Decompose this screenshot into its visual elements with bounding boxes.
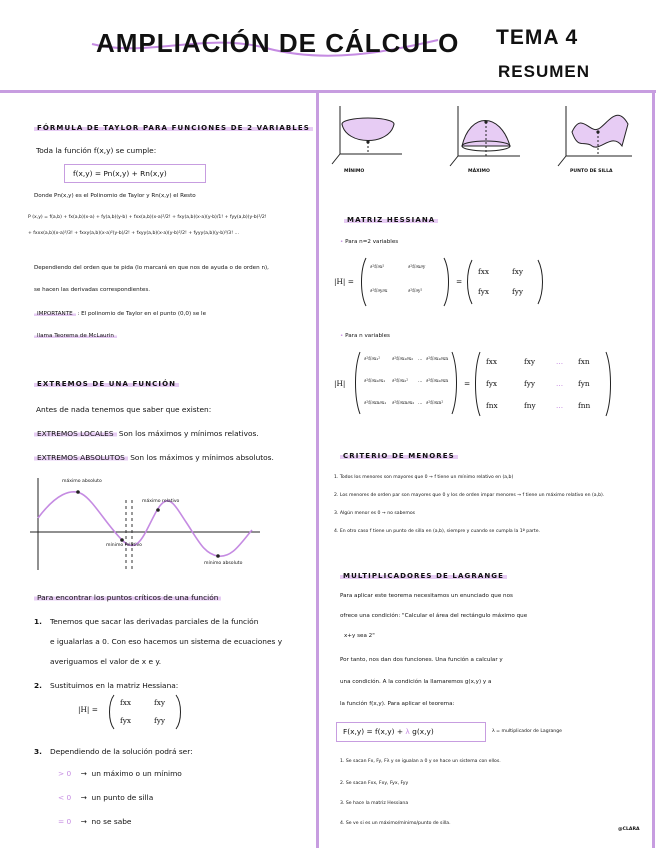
hessiana-2-partials: ∂²f/∂x² ∂²f/∂x∂y ∂²f/∂y∂x ∂²f/∂y² (360, 256, 450, 308)
hess-fxx: fxx (120, 698, 132, 707)
lagrange-step-3: 3. Se hace la matriz Hessiana (340, 801, 409, 806)
extrema-graph (26, 474, 266, 574)
hessiana-n-equals: = (464, 379, 471, 388)
label-max-rel: máximo relativo (142, 499, 180, 504)
menores-heading: CRITERIO DE MENORES (340, 452, 458, 460)
lagrange-p2: ofrece una condición: "Calcular el área del rectángulo máximo que (340, 613, 528, 619)
step1-line2: e igualarlas a 0. Con eso hacemos un sistema de ecuaciones y (50, 637, 283, 646)
taylor-intro: Toda la función f(x,y) se cumple: (36, 146, 157, 155)
step3-number: 3. (34, 747, 42, 756)
lagrange-formula-box (336, 722, 486, 742)
diagram-minimo-label: MÍNIMO (344, 169, 365, 174)
step1-line3: averiguamos el valor de x e y. (50, 657, 162, 666)
step3-text: Dependiendo de la solución podrá ser: (50, 747, 193, 756)
hess-fyx: fyx (120, 716, 132, 725)
diagram-maximo-label: MÁXIMO (468, 169, 490, 174)
lagrange-step-1: 1. Se sacan Fx, Fy, Fλ y se igualan a 0 y se hace un sistema con ellos. (340, 759, 501, 764)
lagrange-lambda-note: λ = multiplicador de Lagrange (492, 729, 562, 734)
lagrange-p4: Por tanto, nos dan dos funciones. Una función a calcular y (340, 657, 503, 663)
taylor-expansion-2: + fxxx(a,b)(x-a)³/3! + fxxy(a,b)(x-a)²(y-b)/2! + fxyy(a,b)(x-a)(y-b)²/2! + fyyy(a,b)(y-b)³/3! ... (28, 231, 239, 236)
case-row: < 0 → un punto de silla (58, 793, 154, 802)
diagram-silla-label: PUNTO DE SILLA (570, 169, 613, 174)
hessiana-n-matrix: fxx fxy ... fxn fyx fyy ... fyn fnx fny ... fnn (474, 350, 612, 418)
hessian-2x2-label: |H| = (78, 705, 98, 714)
label-min-abs: mínimo absoluto (204, 561, 243, 566)
max-abs-point (76, 490, 80, 494)
case-row: = 0 → no se sabe (58, 817, 132, 826)
lagrange-p3: x+y sea 2" (344, 633, 375, 639)
hessiana-2-equals: = (456, 277, 463, 286)
min-rel-point (120, 538, 124, 542)
lagrange-step-2: 2. Se sacan Fxx, Fxy, Fyx, Fyy (340, 781, 409, 786)
taylor-note-1: Dependiendo del orden que te pida (lo marcará en que nos de ayuda o de orden n), (34, 265, 269, 271)
puntos-heading: Para encontrar los puntos críticos de una función (34, 594, 221, 601)
min-abs-point (216, 554, 220, 558)
hess-fxy: fxy (154, 698, 166, 707)
taylor-note-2: se hacen las derivadas correspondientes. (34, 287, 151, 293)
taylor-important (34, 312, 206, 318)
menores-item-3: 3. Algún menor es 0 → no sabemos (334, 511, 416, 516)
mclaurin-line: llama Teorema de McLaurin (34, 334, 117, 340)
header-divider (0, 90, 656, 93)
hessian-2x2-matrix (106, 693, 184, 731)
lagrange-p6: la función f(x,y). Para aplicar el teorema: (340, 701, 455, 707)
hessiana-n-partials: ∂²f/∂x₁² ∂²f/∂x₁∂x₂ ... ∂²f/∂x₁∂xn ∂²f/∂x₂∂x₁ ∂²f/∂x₂² ... ∂²f/∂x₂∂xn ∂²f/∂xn∂x₁ ∂²f/∂xn∂x₂ ... ∂²f/∂xn² (354, 350, 458, 416)
lagrange-p1: Para aplicar este teorema necesitamos un enunciado que nos (340, 593, 513, 599)
max-rel-point (156, 508, 160, 512)
hessiana-n-label: |H| (334, 379, 346, 388)
lagrange-heading: MULTIPLICADORES DE LAGRANGE (340, 572, 507, 580)
hessiana-n2: • Para n=2 variables (340, 239, 399, 245)
taylor-definition: Donde Pn(x,y) es el Polinomio de Taylor y Rn(x,y) el Resto (34, 193, 196, 199)
matrix-right-paren (176, 695, 181, 729)
taylor-expansion-1: P (x,y) = f(a,b) + fx(a,b)(x-a) + fy(a,b)(y-b) + fxx(a,b)(x-a)²/2! + fxy(a,b)(x-a)(y-b)/1! + fyy(a,b)(y-b)²/2! (28, 215, 267, 220)
diagram-minimo (330, 102, 404, 168)
step2-number: 2. (34, 681, 42, 690)
important-text: : El polinomio de Taylor en el punto (0,0) se le (77, 311, 207, 317)
menores-item-1: 1. Todos los menores son mayores que 0 → f tiene un mínimo relativo en (a,b) (334, 475, 514, 480)
taylor-heading: FÓRMULA DE TAYLOR PARA FUNCIONES DE 2 VARIABLES (34, 124, 313, 132)
hessiana-heading: MATRIZ HESSIANA (344, 216, 438, 224)
lagrange-formula: F(x,y) = f(x,y) + λ g(x,y) (343, 727, 434, 736)
taylor-formula-box (64, 164, 206, 183)
menores-item-4: 4. En otro caso f tiene un punto de silla en (a,b), siempre y cuando se cumpla la 1ª parte. (334, 529, 541, 534)
menores-item-2: 2. Los menores de orden par son mayores que 0 y los de orden impar menores → f tiene un máximo relativo en (a,b). (334, 493, 605, 498)
extremos-locales: EXTREMOS LOCALES Son los máximos y mínimos relativos. (34, 430, 259, 437)
taylor-formula: f(x,y) = Pn(x,y) + Rn(x,y) (73, 169, 167, 178)
lagrange-p5: una condición. A la condición la llamaremos g(x,y) y a (340, 679, 492, 685)
important-label: IMPORTANTE (34, 311, 76, 317)
step1-number: 1. (34, 617, 42, 626)
label-max-abs: máximo absoluto (62, 479, 102, 484)
diagram-punto-silla (556, 102, 636, 168)
page-title: AMPLIACIÓN DE CÁLCULO (96, 28, 460, 58)
extremos-absolutos: EXTREMOS ABSOLUTOS Son los máximos y mínimos absolutos. (34, 454, 274, 461)
extremos-heading: EXTREMOS DE UNA FUNCIÓN (34, 380, 179, 388)
column-divider (316, 92, 319, 848)
hessiana-2-label: |H| = (334, 277, 354, 286)
hessiana-2-matrix: fxx fxy fyx fyy (466, 258, 544, 306)
author-signature: @CLARA (618, 827, 640, 832)
topic-subtitle: RESUMEN (498, 62, 591, 81)
matrix-left-paren (110, 695, 115, 729)
step1-line1: Tenemos que sacar las derivadas parciales de la función (50, 617, 259, 626)
diagram-maximo (448, 102, 522, 168)
step2-text: Sustituimos en la matriz Hessiana: (50, 681, 179, 690)
hessiana-nn: • Para n variables (340, 333, 390, 339)
right-page-border (652, 92, 655, 848)
hess-fyy: fyy (154, 716, 166, 725)
label-min-rel: mínimo relativo (106, 543, 142, 548)
topic-number: TEMA 4 (496, 26, 579, 49)
extremos-intro: Antes de nada tenemos que saber que existen: (36, 405, 212, 414)
case-row: > 0 → un máximo o un mínimo (58, 769, 182, 778)
lagrange-step-4: 4. Se ve si es un máximo/mínimo/punto de silla. (340, 821, 451, 826)
